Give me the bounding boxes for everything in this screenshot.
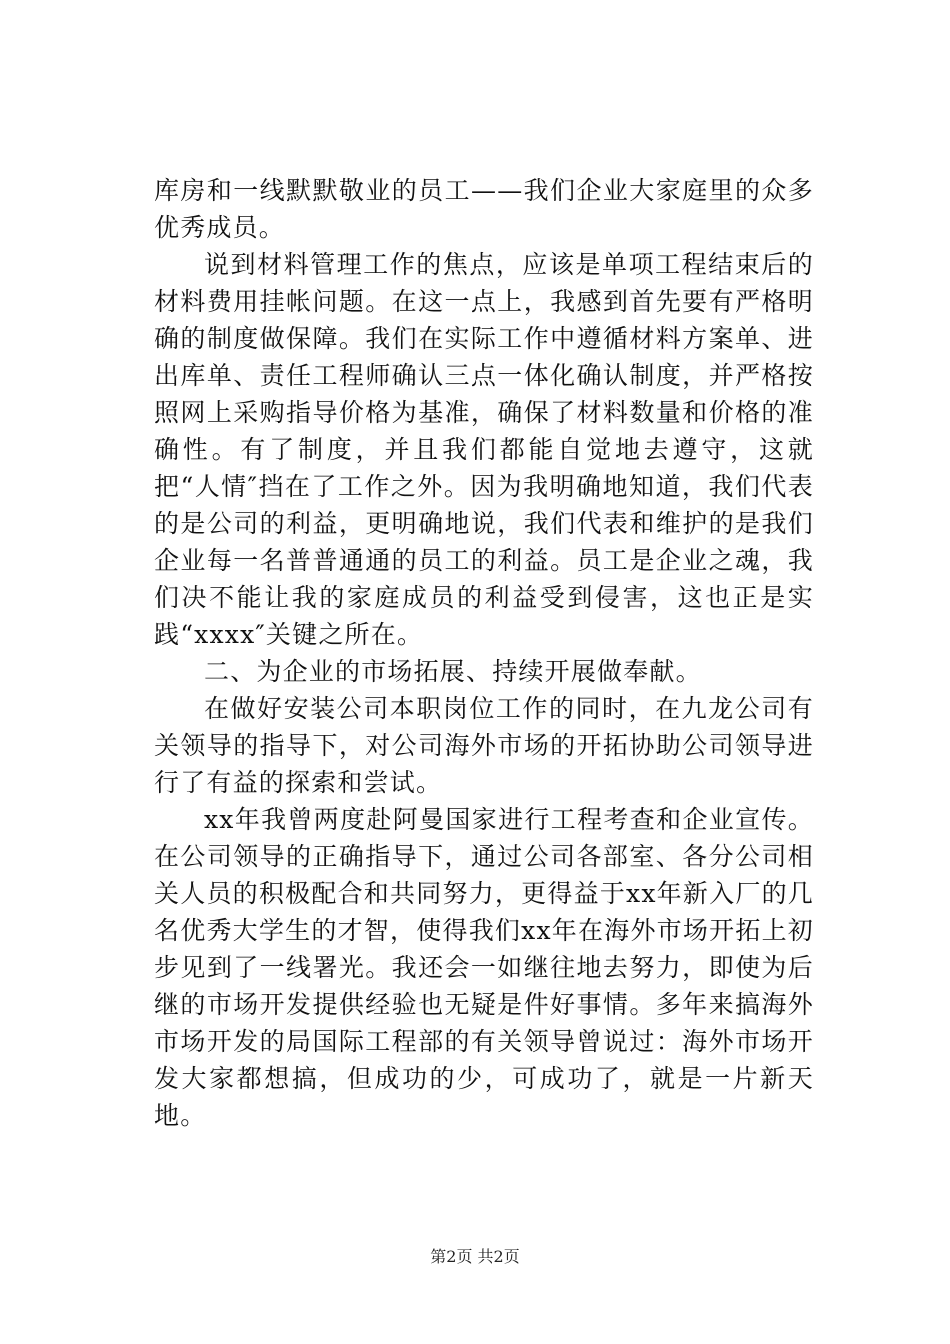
document-body [154,172,814,1134]
paragraph-oman-trip: xx年我曾两度赴阿曼国家进行工程考查和企业宣传。在公司领导的正确指导下，通过公司各部室、各分公司相关人员的积极配合和共同努力，更得益于xx年新入厂的几名优秀大学生的才智，使得我们xx年在海外市场开拓上初步见到了一线署光。我还会一如继往地去努力，即使为后继的市场开发提供经验也无疑是件好事情。多年来搞海外市场开发的局国际工程部的有关领导曾说过：海外市场开发大家都想搞，但成功的少，可成功了，就是一片新天地。 [154,805,814,1130]
page-footer: 第2页 共2页 [430,1247,520,1266]
paragraph-material-management: 说到材料管理工作的焦点，应该是单项工程结束后的材料费用挂帐问题。在这一点上，我感到首先要有严格明确的制度做保障。我们在实际工作中遵循材料方案单、进出库单、责任工程师确认三点一体化确认制度，并严格按照网上采购指导价格为基准，确保了材料数量和价格的准确性。有了制度，并且我们都能自觉地去遵守，这就把“人情″挡在了工作之外。因为我明确地知道，我们代表的是公司的利益，更明确地说，我们代表和维护的是我们企业每一名普普通通的员工的利益。员工是企业之魂，我们决不能让我的家庭成员的利益受到侵害，这也正是实践“xxxx″关键之所在。 [154,250,814,649]
section-heading-market-expansion: 二、为企业的市场拓展、持续开展做奉献。 [204,657,702,686]
paragraph-overseas-exploration: 在做好安装公司本职岗位工作的同时，在九龙公司有关领导的指导下，对公司海外市场的开拓协助公司领导进行了有益的探索和尝试。 [154,694,814,797]
paragraph-continuation: 库房和一线默默敬业的员工——我们企业大家庭里的众多优秀成员。 [154,176,814,242]
